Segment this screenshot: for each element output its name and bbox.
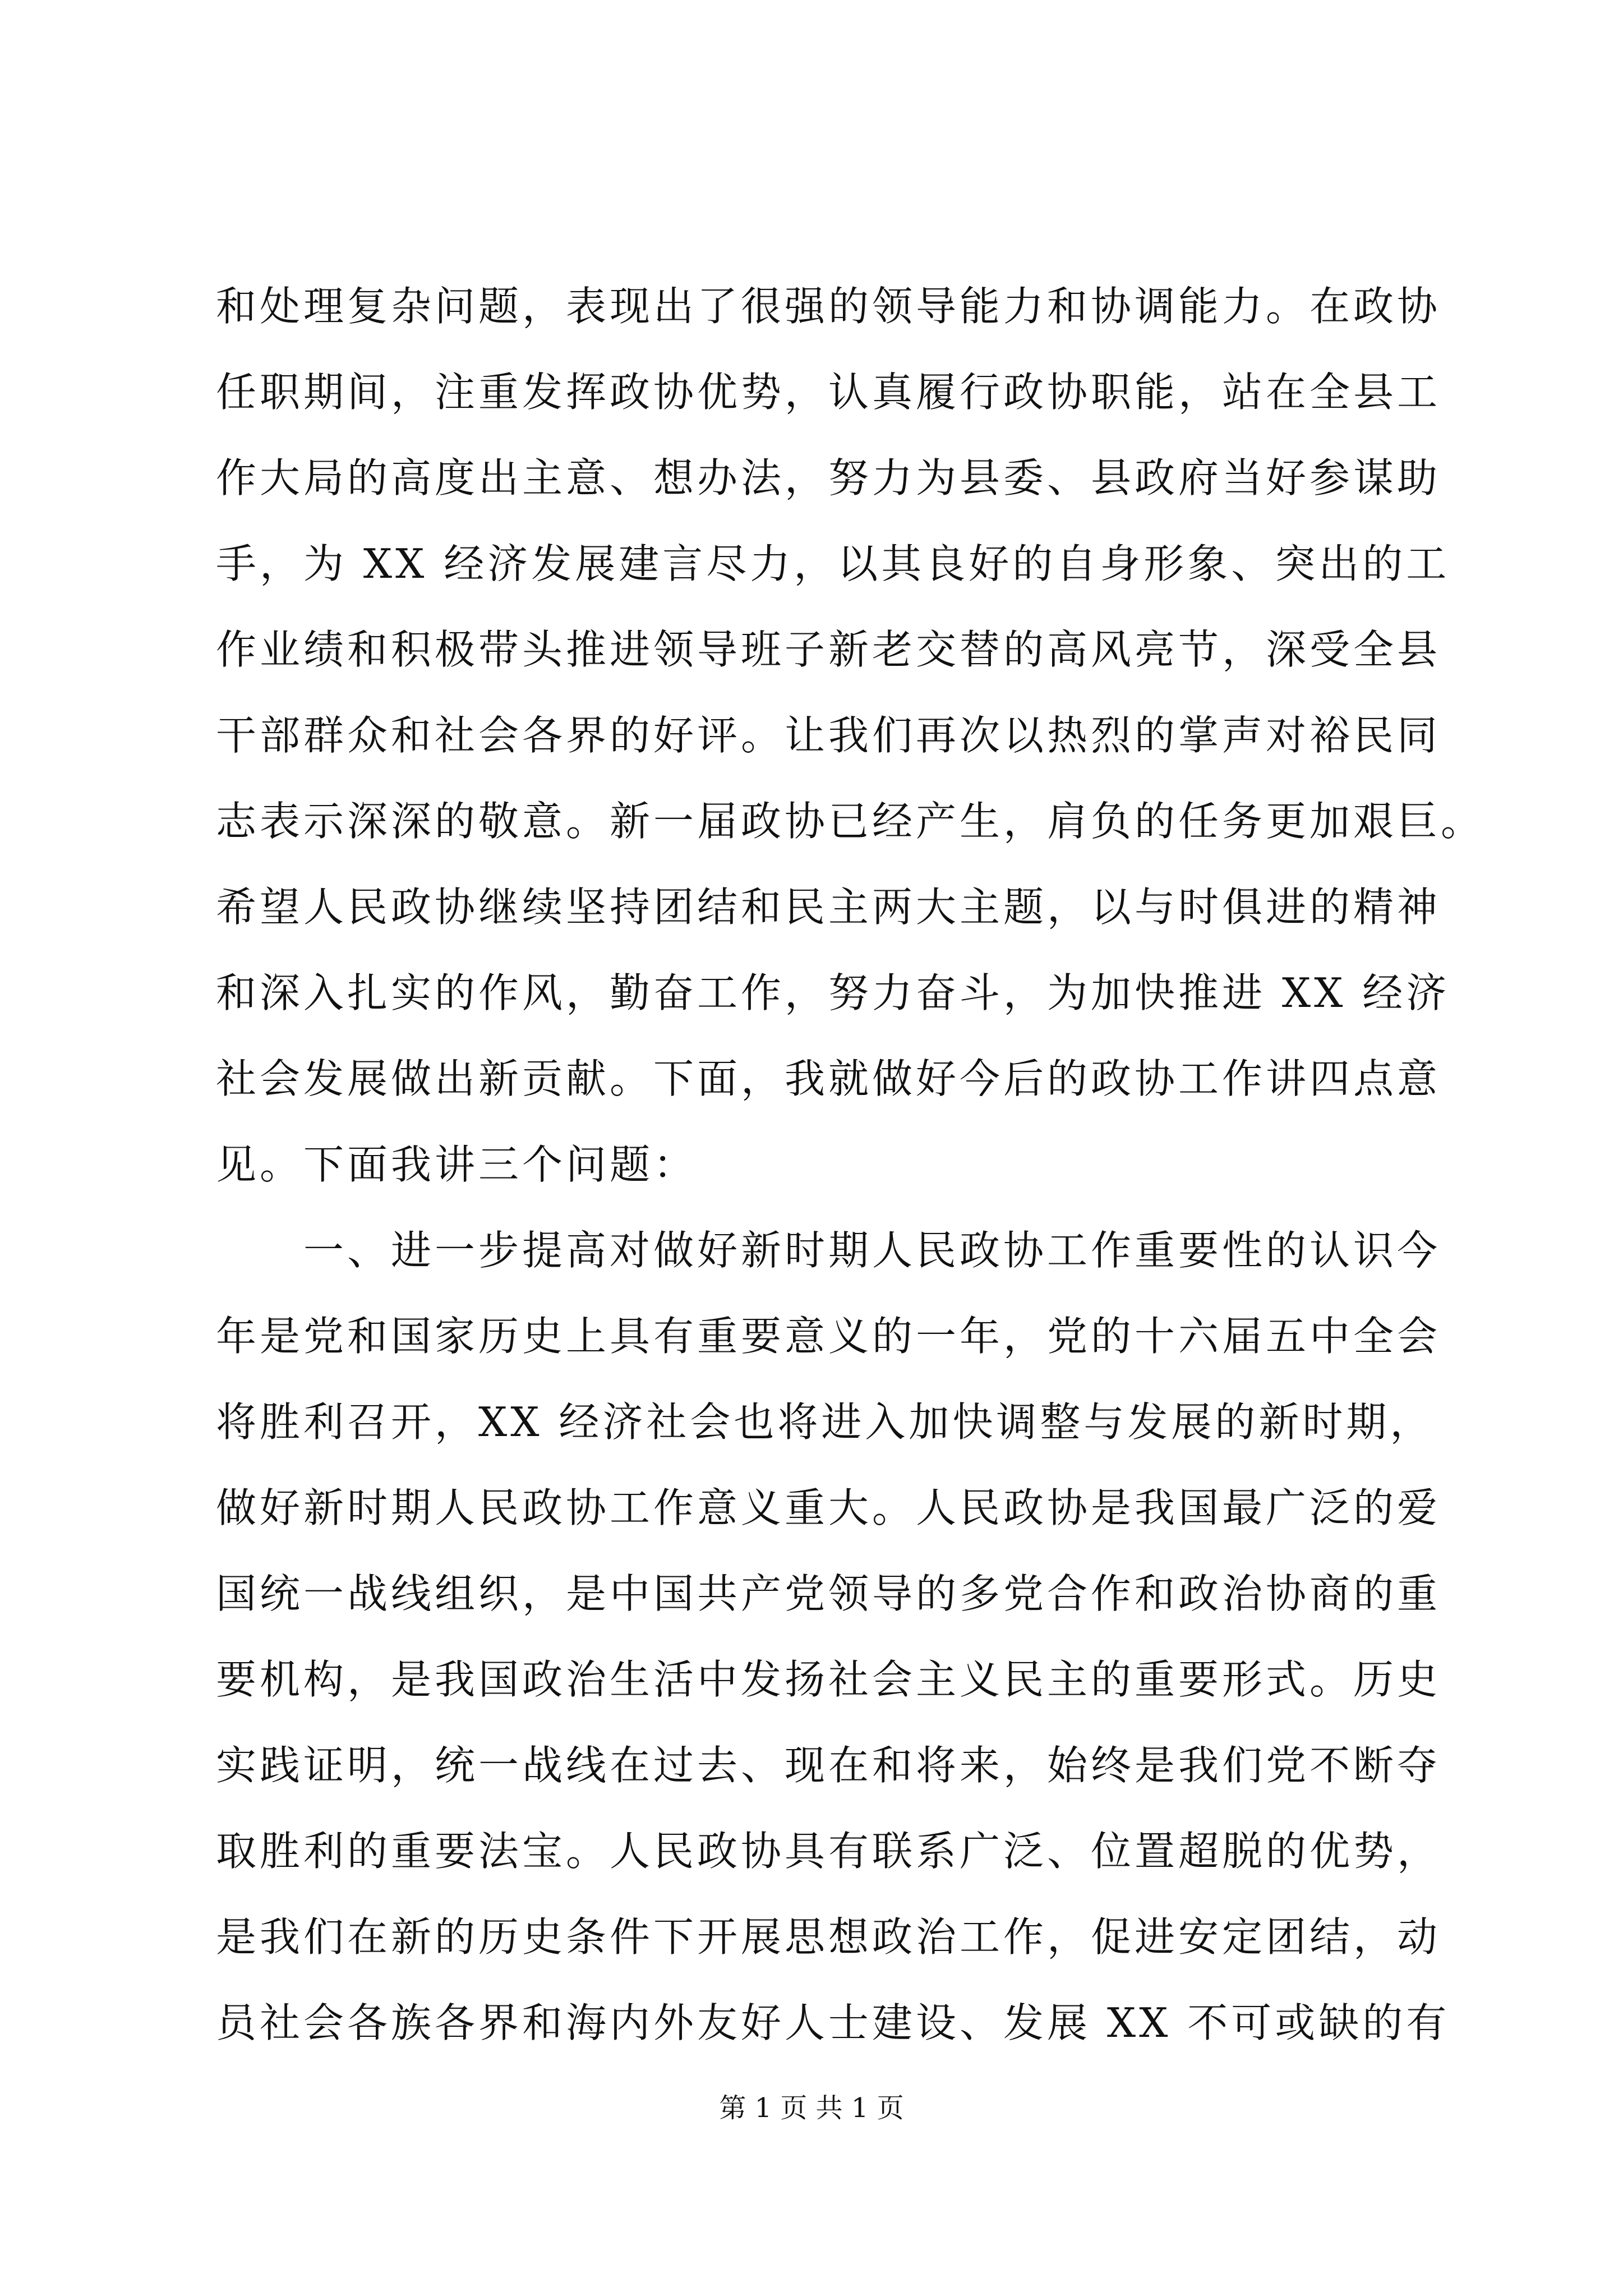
text-line: 一、进一步提高对做好新时期人民政协工作重要性的认识今 — [216, 1227, 1441, 1274]
text-line: 和深入扎实的作风，勤奋工作，努力奋斗，为加快推进 XX 经济 — [216, 969, 1450, 1016]
text-line: 实践证明，统一战线在过去、现在和将来，始终是我们党不断夺 — [216, 1742, 1441, 1789]
text-line: 社会发展做出新贡献。下面，我就做好今后的政协工作讲四点意 — [216, 1055, 1441, 1102]
text-line: 取胜利的重要法宝。人民政协具有联系广泛、位置超脱的优势， — [216, 1828, 1441, 1875]
text-line: 年是党和国家历史上具有重要意义的一年，党的十六届五中全会 — [216, 1313, 1441, 1360]
body-text — [216, 264, 1485, 2066]
text-line: 手，为 XX 经济发展建言尽力，以其良好的自身形象、突出的工 — [216, 540, 1450, 587]
text-line: 是我们在新的历史条件下开展思想政治工作，促进安定团结，动 — [216, 1913, 1441, 1961]
text-line: 任职期间，注重发挥政协优势，认真履行政协职能，站在全县工 — [216, 369, 1441, 416]
text-line: 作大局的高度出主意、想办法，努力为县委、县政府当好参谋助 — [216, 454, 1441, 501]
text-line: 做好新时期人民政协工作意义重大。人民政协是我国最广泛的爱 — [216, 1484, 1441, 1531]
text-line: 将胜利召开，XX 经济社会也将进入加快调整与发展的新时期， — [216, 1398, 1434, 1446]
text-line: 要机构，是我国政治生活中发扬社会主义民主的重要形式。历史 — [216, 1656, 1441, 1703]
page-footer: 第 1 页 共 1 页 — [719, 2092, 904, 2124]
text-line: 希望人民政协继续坚持团结和民主两大主题，以与时俱进的精神 — [216, 884, 1441, 931]
text-line: 志表示深深的敬意。新一届政协已经产生，肩负的任务更加艰巨。 — [216, 798, 1485, 845]
text-line: 干部群众和社会各界的好评。让我们再次以热烈的掌声对裕民同 — [216, 712, 1441, 759]
text-line: 和处理复杂问题，表现出了很强的领导能力和协调能力。在政协 — [216, 283, 1441, 330]
text-line: 国统一战线组织，是中国共产党领导的多党合作和政治协商的重 — [216, 1570, 1441, 1617]
text-line: 作业绩和积极带头推进领导班子新老交替的高风亮节，深受全县 — [216, 626, 1441, 673]
text-line: 员社会各族各界和海内外友好人士建设、发展 XX 不可或缺的有 — [216, 1999, 1450, 2046]
text-line: 见。下面我讲三个问题： — [216, 1141, 698, 1188]
